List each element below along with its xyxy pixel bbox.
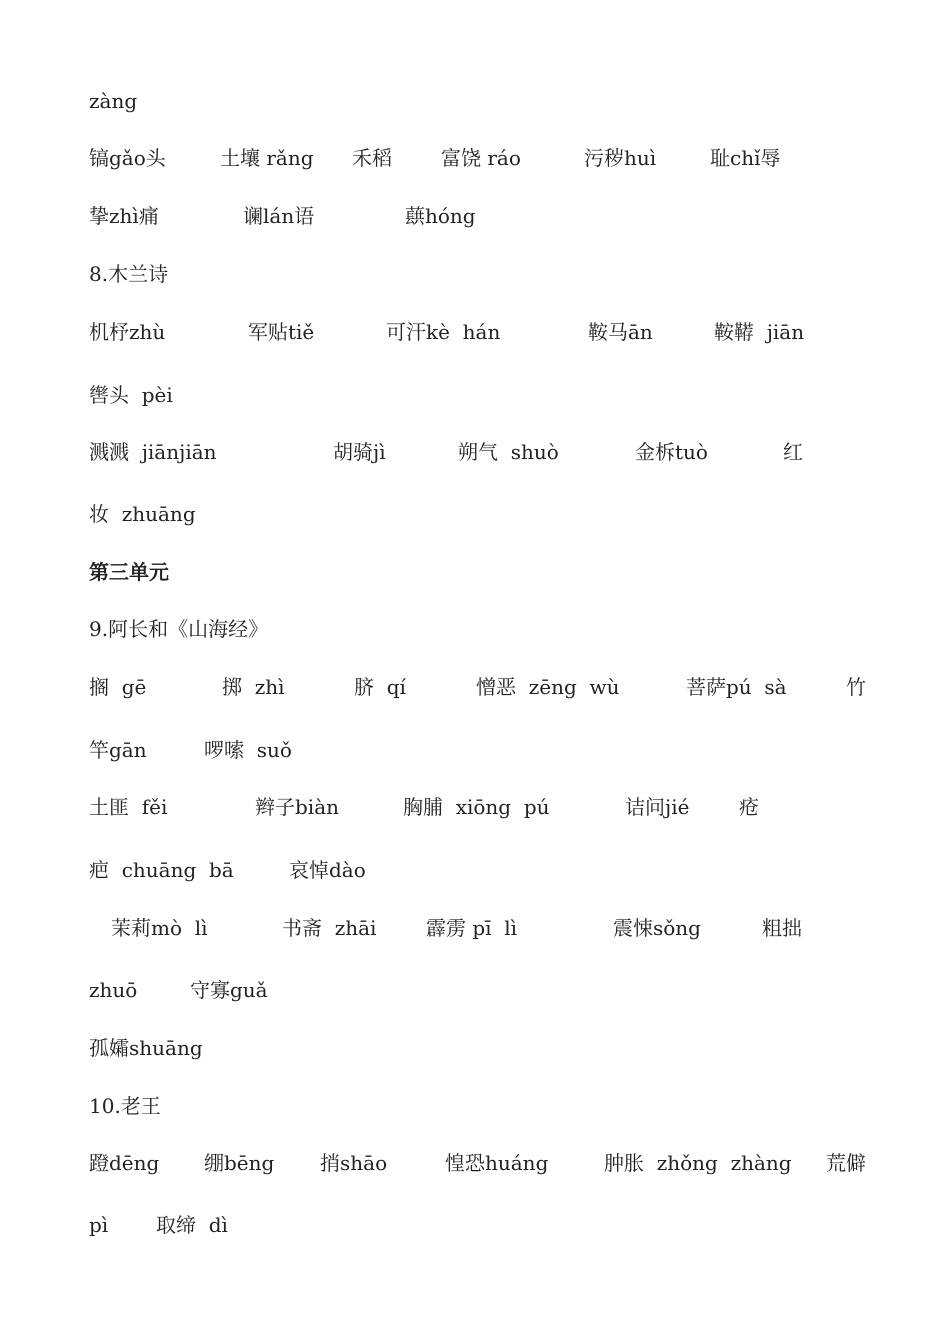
pinyin-entry: 溅溅 jiānjiān [89,440,217,464]
pinyin-entry: 污秽huì [584,146,657,170]
text-line [0,432,950,472]
pinyin-entry: 惶恐huáng [445,1151,549,1175]
pinyin-entry: 土匪 fěi [89,795,168,819]
pinyin-entry: 疤 chuāng bā [89,858,234,882]
text-line [0,730,950,770]
text-line [0,970,950,1010]
lesson-title [0,609,950,649]
pinyin-entry: 哀悼dào [289,858,366,882]
pinyin-entry: 机杼zhù [89,320,166,344]
pinyin-entry: 鞍马ān [588,320,653,344]
pinyin-entry: 菩萨pú sà [686,675,787,699]
pinyin-entry: 绷bēng [204,1151,275,1175]
pinyin-entry: 粗拙 [762,916,802,940]
text-line [0,787,950,827]
pinyin-entry: 挚zhì痛 [89,204,159,228]
pinyin-entry: 啰嗦 suǒ [204,738,292,762]
lesson-title-text: 10.老王 [89,1094,161,1118]
pinyin-entry: 鞍鞯 jiān [714,320,805,344]
pinyin-entry: 书斋 zhāi [282,916,377,940]
pinyin-entry: zàng [89,89,138,113]
pinyin-entry: 霹雳 pī lì [426,916,518,940]
pinyin-entry: 诘问jié [625,795,690,819]
pinyin-entry: 朔气 shuò [458,440,559,464]
text-line [0,494,950,534]
pinyin-entry: 脐 qí [354,675,406,699]
pinyin-entry: 谰lán语 [243,204,315,228]
text-line [0,196,950,236]
pinyin-entry: 搁 gē [89,675,147,699]
pinyin-entry: zhuō [89,978,138,1002]
pinyin-entry: 金柝tuò [635,440,708,464]
pinyin-entry: 捎shāo [320,1151,388,1175]
lesson-title [0,254,950,294]
pinyin-entry: 蹬dēng [89,1151,160,1175]
pinyin-entry: 军贴tiě [248,320,315,344]
text-line [0,375,950,415]
pinyin-entry: 肿胀 zhǒng zhàng [604,1151,792,1175]
pinyin-entry: 竹 [846,675,866,699]
text-line [0,667,950,707]
text-line [0,1205,950,1245]
pinyin-entry: pì [89,1213,109,1237]
pinyin-entry: 孤孀shuāng [89,1036,203,1060]
pinyin-entry: 禾稻 [352,146,392,170]
pinyin-entry: 可汗kè hán [386,320,501,344]
pinyin-entry: 妆 zhuāng [89,502,196,526]
pinyin-entry: 茉莉mò lì [111,916,208,940]
pinyin-entry: 疮 [739,795,759,819]
pinyin-entry: 掷 zhì [222,675,285,699]
unit-heading-text: 第三单元 [89,560,169,584]
pinyin-entry: 震悚sǒng [613,916,701,940]
pinyin-entry: 胡骑jì [333,440,386,464]
pinyin-entry: 镐gǎo头 [89,146,166,170]
lesson-title [0,1086,950,1126]
pinyin-entry: 蕻hóng [405,204,476,228]
pinyin-entry: 辔头 pèi [89,383,173,407]
pinyin-entry: 取缔 dì [156,1213,228,1237]
pinyin-entry: 竿gān [89,738,147,762]
pinyin-entry: 荒僻 [826,1151,866,1175]
pinyin-entry: 富饶 ráo [441,146,521,170]
pinyin-entry: 耻chǐ辱 [710,146,781,170]
pinyin-entry: 辫子biàn [255,795,340,819]
text-line [0,908,950,948]
pinyin-entry: 胸脯 xiōng pú [403,795,550,819]
text-line [0,312,950,352]
pinyin-entry: 守寡guǎ [190,978,268,1002]
pinyin-entry: 憎恶 zēng wù [476,675,620,699]
text-line [0,81,950,121]
text-line [0,1143,950,1183]
pinyin-entry: 土壤 rǎng [220,146,314,170]
lesson-title-text: 9.阿长和《山海经》 [89,617,269,641]
lesson-title-text: 8.木兰诗 [89,262,169,286]
text-line [0,850,950,890]
text-line [0,1028,950,1068]
unit-heading [0,552,950,592]
pinyin-entry: 红 [783,440,803,464]
text-line [0,138,950,178]
